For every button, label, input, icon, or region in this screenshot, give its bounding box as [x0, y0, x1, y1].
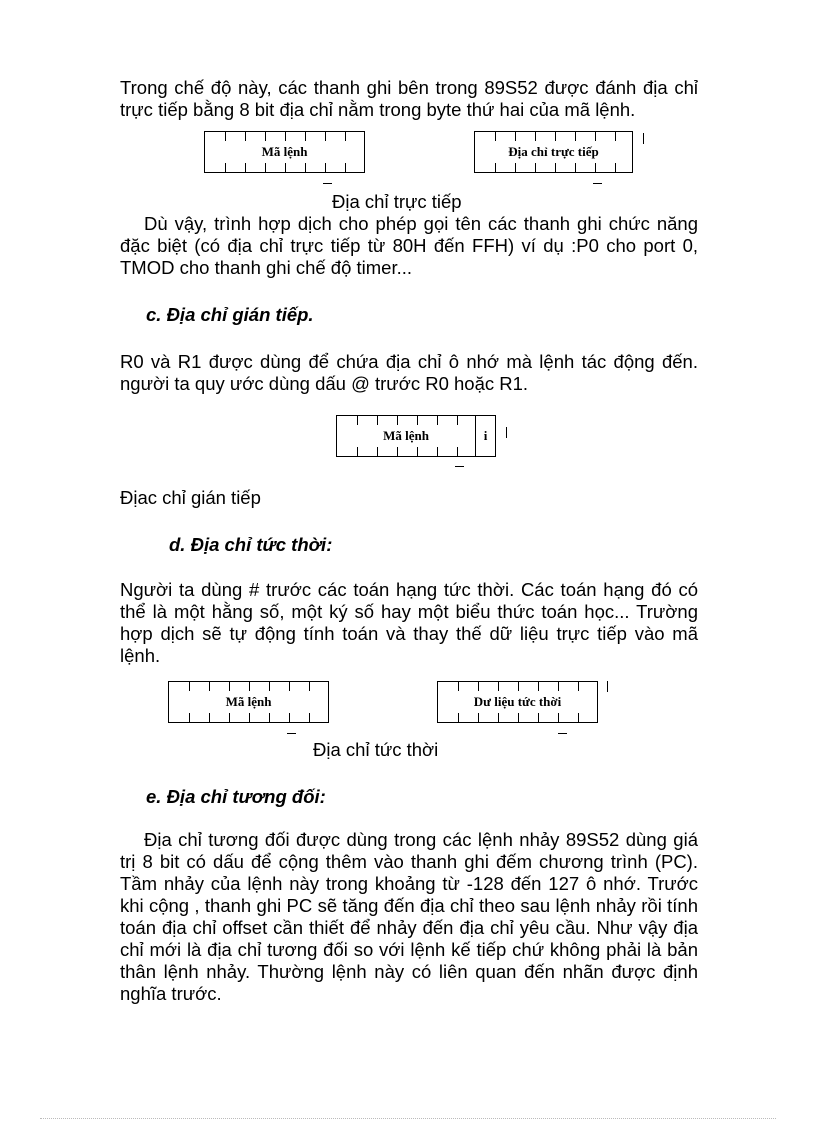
decorative-dash — [558, 733, 567, 734]
indirect-opcode-label: Mã lệnh — [383, 428, 429, 443]
direct-opcode-label: Mã lệnh — [261, 144, 308, 159]
immediate-paragraph: Người ta dùng # trước các toán hạng tức thời. Các toán hạng đó có thể là một hằng số, một ký số hay một biểu thức toán học... Trường hợp dịch sẽ tự động tính toán và thay thế dữ liệu trực tiếp vào mã lệnh. — [120, 579, 698, 666]
decorative-bar — [607, 681, 608, 692]
indirect-paragraph: R0 và R1 được dùng để chứa địa chỉ ô nhớ mà lệnh tác động đến. người ta quy ước dùng dấu @ trước R0 hoặc R1. — [120, 351, 698, 394]
indirect-heading: c. Địa chỉ gián tiếp. — [146, 304, 314, 325]
decorative-bar — [643, 133, 644, 144]
indirect-caption: Địac chỉ gián tiếp — [120, 487, 261, 508]
direct-address-label: Địa chỉ trực tiếp — [508, 144, 599, 159]
decorative-dash — [593, 183, 602, 184]
immediate-caption: Địa chỉ tức thời — [313, 739, 439, 760]
page-bottom-rule — [40, 1118, 776, 1119]
decorative-dash — [455, 466, 464, 467]
immediate-heading: d. Địa chỉ tức thời: — [169, 534, 333, 555]
relative-paragraph: Địa chỉ tương đối được dùng trong các lệnh nhảy 89S52 dùng giá trị 8 bit có dấu để cộng thêm vào thanh ghi đếm chương trình (PC). Tầm nhảy của lệnh này trong khoảng từ -128 đến 127 ô nhớ. Trước khi cộng , thanh ghi PC sẽ tăng đến địa chỉ theo sau lệnh nhảy rồi tính toán địa chỉ offset cần thiết để nhảy đến địa chỉ yêu cầu. Như vậy địa chỉ mới là địa chỉ tương đối so với lệnh kế tiếp chứ không phải là bản thân lệnh nhảy. Thường lệnh này có liên quan đến nhãn được định nghĩa trước. — [120, 829, 698, 1004]
decorative-bar — [506, 427, 507, 438]
direct-caption: Địa chỉ trực tiếp — [332, 191, 462, 212]
immediate-data-box — [437, 681, 598, 723]
indirect-register-box — [475, 415, 496, 457]
indirect-opcode-box — [336, 415, 476, 457]
direct-intro-paragraph: Trong chế độ này, các thanh ghi bên trong 89S52 được đánh địa chỉ trực tiếp bằng 8 bit địa chỉ nằm trong byte thứ hai của mã lệnh. — [120, 77, 698, 120]
relative-heading: e. Địa chỉ tương đối: — [146, 786, 326, 807]
direct-opcode-box — [204, 131, 365, 173]
immediate-opcode-label: Mã lệnh — [225, 694, 272, 709]
direct-address-box — [474, 131, 633, 173]
indirect-register-label: i — [483, 428, 488, 443]
immediate-data-label: Dư liệu tức thời — [473, 694, 562, 709]
decorative-dash — [323, 183, 332, 184]
immediate-opcode-box — [168, 681, 329, 723]
decorative-dash — [287, 733, 296, 734]
direct-note-paragraph: Dù vậy, trình hợp dịch cho phép gọi tên các thanh ghi chức năng đặc biệt (có địa chỉ trực tiếp từ 80H đến FFH) ví dụ :P0 cho port 0, TMOD cho thanh ghi chế độ timer... — [120, 213, 698, 278]
